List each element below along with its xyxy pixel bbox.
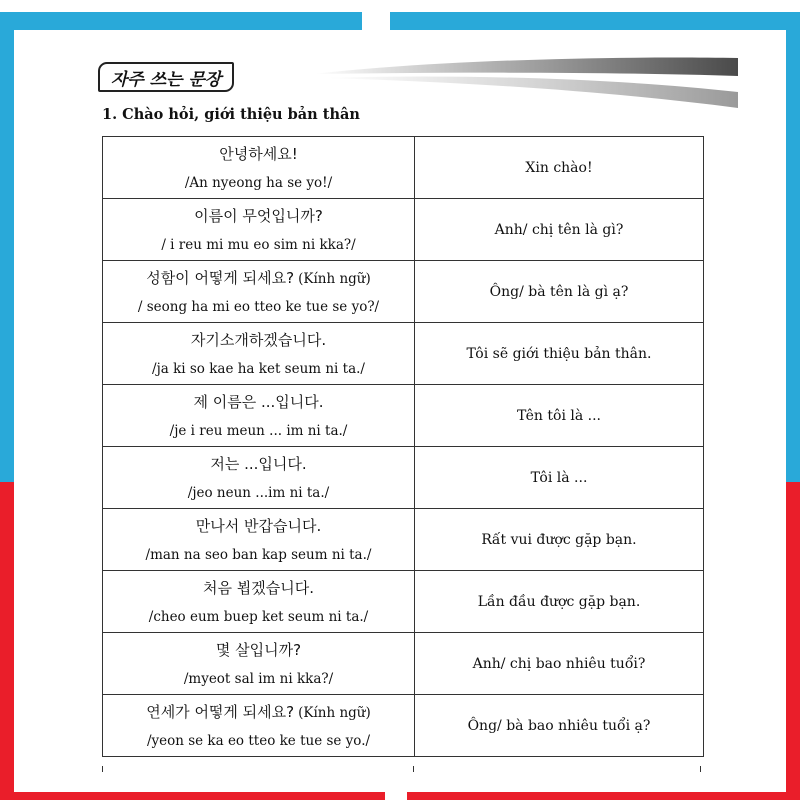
korean-phrase	[103, 144, 414, 165]
phrase-korean-cell	[103, 633, 415, 695]
korean-text: 자기소개하겠습니다.	[190, 331, 327, 349]
romanization: / seong ha mi eo tteo ke tue se yo?/	[137, 299, 380, 315]
korean-phrase	[103, 330, 414, 351]
phrase-korean-cell	[103, 385, 415, 447]
phrase-korean-cell	[103, 447, 415, 509]
korean-text: 처음 뵙겠습니다.	[203, 579, 314, 597]
vietnamese-translation: Xin chào!	[415, 137, 704, 199]
table-row	[103, 633, 704, 695]
header-swoosh-decoration	[314, 56, 738, 108]
phrase-korean-cell	[103, 137, 415, 199]
romanization: /man na seo ban kap seum ni ta./	[145, 547, 372, 563]
romanization: /An nyeong ha se yo!/	[184, 175, 333, 191]
table-row	[103, 323, 704, 385]
romanization: /ja ki so kae ha ket seum ni ta./	[152, 361, 365, 377]
table-row	[103, 137, 704, 199]
table-row	[103, 695, 704, 757]
korean-text: 저는 ...입니다.	[210, 455, 307, 473]
formality-note: (Kính ngữ)	[298, 705, 371, 721]
romanization: /je i reu meun ... im ni ta./	[169, 423, 348, 439]
section-heading: 1. Chào hỏi, giới thiệu bản thân	[102, 106, 360, 123]
korean-text: 만나서 반갑습니다.	[195, 517, 322, 535]
vietnamese-translation: Tôi là ...	[415, 447, 704, 509]
page-title-badge	[98, 62, 234, 92]
korean-phrase	[103, 392, 414, 413]
phrase-korean-cell	[103, 199, 415, 261]
phrase-korean-cell	[103, 323, 415, 385]
vietnamese-translation: Ông/ bà tên là gì ạ?	[415, 261, 704, 323]
korean-text: 안녕하세요!	[219, 145, 298, 163]
korean-phrase	[103, 454, 414, 475]
phrase-korean-cell	[103, 695, 415, 757]
phrase-korean-cell	[103, 571, 415, 633]
romanization: /cheo eum buep ket seum ni ta./	[148, 609, 369, 625]
korean-text: 성함이 어떻게 되세요?	[146, 269, 295, 287]
korean-phrase	[103, 268, 414, 289]
table-row	[103, 571, 704, 633]
table-row	[103, 199, 704, 261]
table-row	[103, 447, 704, 509]
vietnamese-translation: Tên tôi là ...	[415, 385, 704, 447]
vietnamese-translation: Rất vui được gặp bạn.	[415, 509, 704, 571]
frame-notch-top	[362, 0, 390, 30]
vietnamese-translation: Ông/ bà bao nhiêu tuổi ạ?	[415, 695, 704, 757]
korean-text: 연세가 어떻게 되세요?	[146, 703, 295, 721]
korean-text: 이름이 무엇입니까?	[194, 207, 323, 225]
romanization: /yeon se ka eo tteo ke tue se yo./	[146, 733, 371, 749]
korean-phrase	[103, 578, 414, 599]
vietnamese-translation: Anh/ chị bao nhiêu tuổi?	[415, 633, 704, 695]
romanization: /myeot sal im ni kka?/	[183, 671, 334, 687]
table-continuation	[102, 766, 701, 772]
vietnamese-translation: Lần đầu được gặp bạn.	[415, 571, 704, 633]
korean-phrase	[103, 640, 414, 661]
table-row	[103, 261, 704, 323]
vietnamese-translation: Tôi sẽ giới thiệu bản thân.	[415, 323, 704, 385]
phrase-table	[102, 136, 704, 757]
korean-phrase	[103, 702, 414, 723]
phrase-korean-cell	[103, 261, 415, 323]
page-title: 자주 쓰는 문장	[110, 69, 222, 90]
romanization: / i reu mi mu eo sim ni kka?/	[161, 237, 356, 253]
document-page	[14, 30, 786, 792]
formality-note: (Kính ngữ)	[298, 271, 371, 287]
korean-text: 몇 살입니까?	[215, 641, 302, 659]
table-row	[103, 509, 704, 571]
vietnamese-translation: Anh/ chị tên là gì?	[415, 199, 704, 261]
korean-text: 제 이름은 ...입니다.	[193, 393, 324, 411]
phrase-korean-cell	[103, 509, 415, 571]
romanization: /jeo neun ...im ni ta./	[187, 485, 330, 501]
table-row	[103, 385, 704, 447]
korean-phrase	[103, 206, 414, 227]
korean-phrase	[103, 516, 414, 537]
